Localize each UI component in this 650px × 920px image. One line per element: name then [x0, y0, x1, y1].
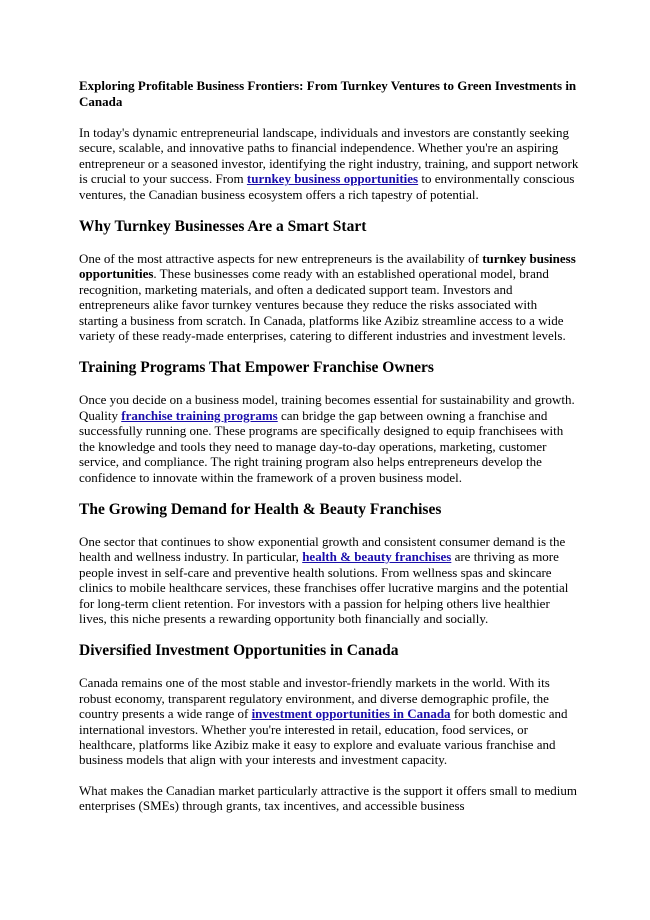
investment-opportunities-canada-link[interactable]: investment opportunities in Canada — [251, 706, 451, 722]
section-heading-training: Training Programs That Empower Franchise Owners — [79, 359, 434, 377]
training-text-end: can bridge the gap between owning a franchise and successfully running one. These programs are specifically designed to equip franchisees with the knowledge and tools they need to manage day-to-day operations, marketing, customer service, and compliance. The right training program also helps entrepreneurs develop the confidence to innovate within the framework of a proven business model. — [79, 407, 564, 485]
section-paragraph-training — [79, 392, 579, 484]
investment-text-end: for both domestic and international investors. Whether you're interested in retail, education, food services, or healthcare, platforms like Azibiz make it easy to explore and evaluate various franchise and business models that align with your interests and investment capacity. — [79, 706, 568, 768]
franchise-training-programs-link[interactable]: franchise training programs — [121, 407, 278, 423]
document-body — [79, 78, 579, 814]
turnkey-text-start: One of the most attractive aspects for new entrepreneurs is the availability of — [79, 251, 483, 267]
intro-paragraph — [79, 125, 579, 202]
turnkey-text-end: . These businesses come ready with an established operational model, brand recognition, marketing materials, and often a dedicated support team. Investors and entrepreneurs alike favor turnkey ventures because they reduce the risks associated with starting a business from scratch. In Canada, platforms like Azibiz streamline access to a wide variety of these ready-made enterprises, catering to different industries and investment levels. — [79, 266, 566, 344]
health-text-start: One sector that continues to show exponential growth and consistent consumer demand is the health and wellness industry. In particular, — [79, 533, 566, 565]
section-paragraph-turnkey — [79, 251, 579, 343]
health-text-end: are thriving as more people invest in self-care and preventive health solutions. From wellness spas and skincare clinics to mobile healthcare services, these franchises offer lucrative margins and the potential for long-term client retention. For investors with a passion for helping others live healthier lives, this niche presents a rewarding opportunity both financially and socially. — [79, 549, 569, 626]
investment-text-start: Canada remains one of the most stable and investor-friendly markets in the world. With its robust economy, transparent regulatory environment, and diverse demographic profile, the country presents a wide range of — [79, 675, 550, 722]
section-paragraph-health-beauty — [79, 534, 579, 626]
section-heading-turnkey: Why Turnkey Businesses Are a Smart Start — [79, 218, 367, 236]
intro-text-start: In today's dynamic entrepreneurial landscape, individuals and investors are constantly seeking secure, scalable, and innovative paths to financial independence. Whether you're an aspiring entrepreneur or a seasoned investor, identifying the right industry, training, and support network is crucial to your success. From — [79, 125, 579, 187]
section-heading-investment: Diversified Investment Opportunities in Canada — [79, 642, 399, 660]
turnkey-business-opportunities-link[interactable]: turnkey business opportunities — [246, 171, 419, 187]
section-heading-health-beauty: The Growing Demand for Health & Beauty Franchises — [79, 500, 442, 518]
intro-text-end: to environmentally conscious ventures, the Canadian business ecosystem offers a rich tapestry of potential. — [79, 171, 575, 202]
health-beauty-franchises-link[interactable]: health & beauty franchises — [302, 549, 452, 565]
training-text-start: Once you decide on a business model, training becomes essential for sustainability and growth. Quality — [79, 392, 575, 423]
section-paragraph-investment — [79, 675, 579, 767]
turnkey-bold-phrase: turnkey business opportunities — [79, 251, 576, 282]
section-paragraph-investment-continued: What makes the Canadian market particularly attractive is the support it offers small to medium enterprises (SMEs) through grants, tax incentives, and accessible business — [79, 782, 577, 814]
document-title: Exploring Profitable Business Frontiers: From Turnkey Ventures to Green Investments in Canada — [79, 78, 577, 109]
